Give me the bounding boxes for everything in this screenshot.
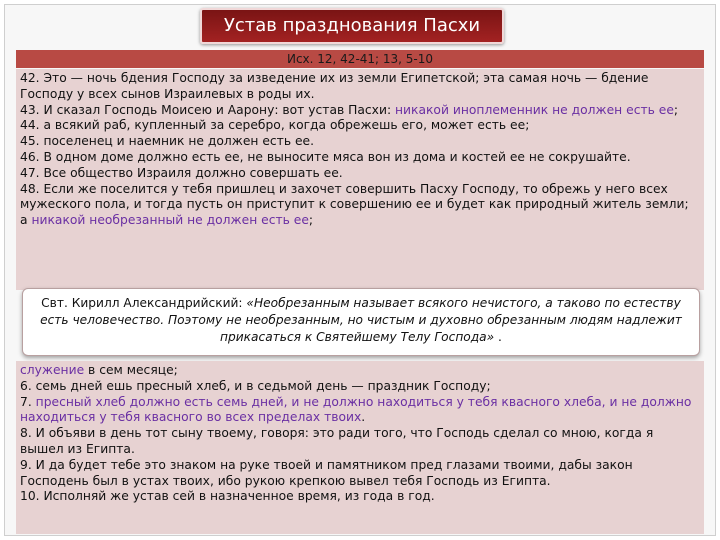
verse-text: 48. Если же поселится у тебя пришлец и захочет совершить Пасху Господу, то обрежь у него всех мужеского пола, и тогда пусть он приступит к совершению ее и будет как природный житель земли; а — [20, 181, 689, 228]
verse-text: 6. семь дней ешь пресный хлеб, и в седьмой день — праздник Господу; — [20, 378, 491, 393]
verse-text: 43. И сказал Господь Моисею и Аарону: вот устав Пасхи: — [20, 102, 396, 117]
verse — [20, 71, 700, 103]
quote-author: Свт. Кирилл Александрийский: — [41, 296, 247, 310]
verse — [20, 103, 700, 119]
verse-text: ; — [308, 213, 314, 228]
verse-text: 9. И да будет тебе это знаком на руке твоей и памятником пред глазами твоими, дабы закон Господень был в устах твоих, ибо рукою крепкою вывел тебя Господь из Египта. — [20, 457, 633, 488]
verse-text: 7. — [20, 394, 36, 409]
verse-highlight: никакой иноплеменник не должен есть ее — [395, 102, 674, 117]
verse-highlight: пресный хлеб должно есть семь дней, и не должно находиться у тебя квасного хлеба, и не должно находиться у тебя квасного во всех пределах твоих — [20, 394, 692, 425]
verse — [20, 395, 700, 427]
verse — [20, 363, 700, 379]
verse — [20, 118, 700, 134]
verse-text: 44. а всякий раб, купленный за серебро, когда обрежешь его, может есть ее; — [20, 118, 530, 133]
quote-box — [22, 288, 700, 356]
verses-bottom — [16, 361, 704, 534]
verse-text: ; — [673, 102, 679, 117]
verse-text: 45. поселенец и наемник не должен есть ее. — [20, 134, 315, 149]
quote-end: . — [494, 330, 502, 344]
verse-text: 10. Исполняй же устав сей в назначенное время, из года в год. — [20, 489, 435, 504]
verse-highlight: служение — [20, 363, 85, 377]
verse — [20, 379, 700, 395]
verse — [20, 426, 700, 458]
verse-text: 42. Это — ночь бдения Господу за изведение их из земли Египетской; эта самая ночь — бдение Господу у всех сынов Израилевых в роды их. — [20, 71, 649, 101]
verse — [20, 150, 700, 166]
verses-top — [16, 69, 704, 290]
verse — [20, 489, 700, 505]
verse-highlight: никакой необрезанный не должен есть ее — [31, 213, 309, 228]
quote-text: «Необрезанным называет всякого нечистого, а таково по естеству есть человечество. Поэтому не необрезанным, но чистым и духовно обрезанным людям надлежит прикасаться к Святейшему Телу Господа» — [40, 296, 682, 344]
verse-text: в сем месяце; — [84, 363, 178, 377]
verse — [20, 134, 700, 150]
verse — [20, 166, 700, 182]
scripture-reference: Исх. 12, 42-41; 13, 5-10 — [16, 50, 704, 68]
verse-text: 47. Все общество Израиля должно совершать ее. — [20, 165, 343, 180]
verse-text: 8. И объяви в день тот сыну твоему, говоря: это ради того, что Господь сделал со мною, когда я вышел из Египта. — [20, 426, 654, 456]
verse — [20, 182, 700, 229]
verse — [20, 458, 700, 490]
verse-text: . — [361, 410, 366, 425]
slide-title: Устав празднования Пасхи — [200, 8, 504, 44]
verse-text: 46. В одном доме должно есть ее, не выносите мяса вон из дома и костей ее не сокрушайте. — [20, 149, 631, 164]
